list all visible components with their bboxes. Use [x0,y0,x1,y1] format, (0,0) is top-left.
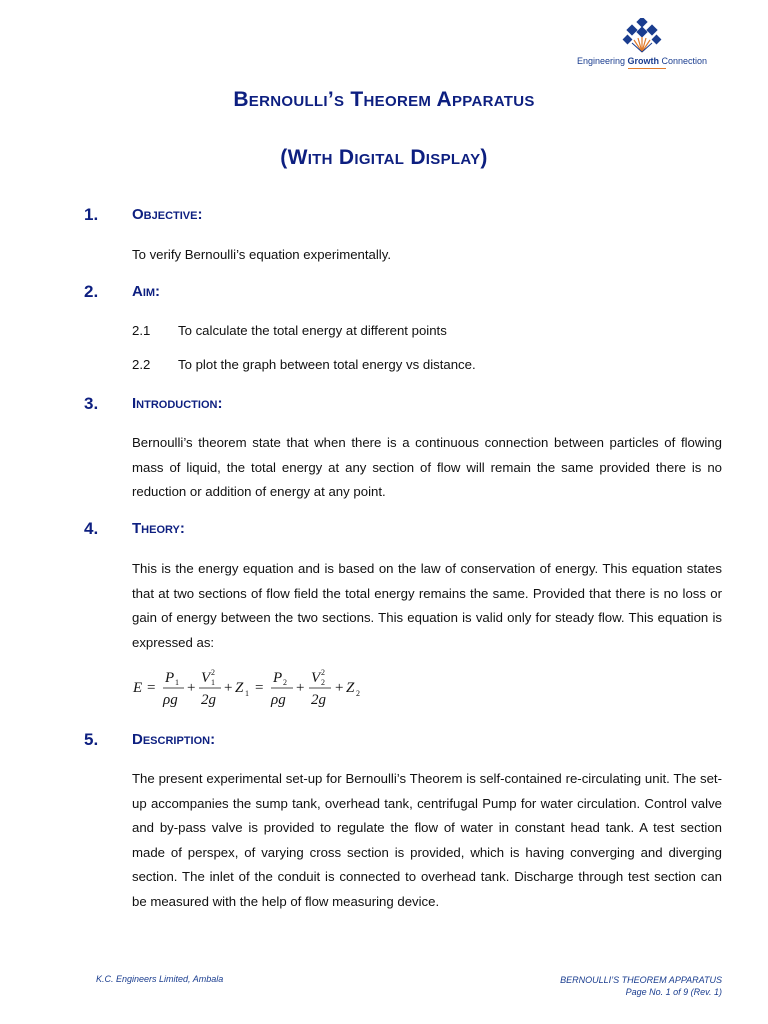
description-text: The present experimental set-up for Bernoulli’s Theorem is self-contained re-circulating unit. The set-up accompanies the sump tank, overhead tank, centrifugal Pump for water circulation. Control valve and by-pass valve is provided to regulate the flow of water in constant head tank. A test section made of perspex, of varying cross section is provided, which is having converging and diverging section. The inlet of the conduit is connected to overhead tank. Discharge through test section can be measured with the help of flow measuring device. [132,771,722,909]
section-number: 2. [84,282,99,301]
footer-company: K.C. Engineers Limited, Ambala [96,974,224,984]
svg-text:Z: Z [235,680,244,696]
aim-item-text: To calculate the total energy at different points [178,323,447,338]
svg-text:ρg: ρg [163,692,178,708]
section-number: 1. [84,205,99,224]
svg-text:2g: 2g [201,692,216,708]
document-title: Bernoulli’s Theorem Apparatus [233,88,535,111]
svg-text:V: V [311,670,321,686]
objective-text: To verify Bernoulli’s equation experimentally. [132,247,391,262]
bernoulli-equation [131,665,381,709]
section-number: 5. [84,730,99,749]
svg-text:P: P [165,670,175,686]
svg-text:+: + [224,680,233,696]
svg-text:+: + [296,680,305,696]
svg-text:2: 2 [321,668,325,677]
section-number: 4. [84,519,99,538]
svg-text:2: 2 [211,668,215,677]
aim-item-number: 2.1 [132,323,151,338]
svg-text:+: + [335,680,344,696]
tagline-underline [628,68,666,69]
section-heading-theory: Theory: [132,520,185,537]
footer-page-number: Page No. 1 of 9 (Rev. 1) [625,987,722,997]
svg-text:E: E [133,680,143,696]
svg-text:2g: 2g [311,692,326,708]
document-subtitle: (With Digital Display) [280,146,488,169]
introduction-text: Bernoulli’s theorem state that when there is a continuous connection between particles of flowing mass of liquid, the total energy at any section of flow will remain the same provided there is no reduction or addition of energy at any point. [132,435,722,499]
footer-doc-title: BERNOULLI’S THEOREM APPARATUS [560,975,722,985]
section-heading-objective: Objective: [132,206,203,223]
svg-text:1: 1 [175,678,179,687]
svg-text:2: 2 [356,689,360,698]
section-heading-description: Description: [132,731,216,748]
logo-mark-icon [622,18,662,54]
svg-text:=: = [255,680,264,696]
svg-text:=: = [147,680,156,696]
svg-text:2: 2 [321,678,325,687]
svg-text:V: V [201,670,211,686]
aim-item-text: To plot the graph between total energy vs distance. [178,357,476,372]
section-heading-introduction: Introduction: [132,395,223,412]
svg-text:P: P [273,670,283,686]
svg-text:ρg: ρg [271,692,286,708]
theory-text: This is the energy equation and is based on the law of conservation of energy. This equation states that at two sections of flow field the total energy remains the same. Provided that there is no loss or gain of energy between the two sections. This equation is valid only for steady flow. This equation is expressed as: [132,561,722,650]
svg-text:Z: Z [346,680,355,696]
svg-text:2: 2 [283,678,287,687]
svg-text:1: 1 [245,689,249,698]
svg-text:+: + [187,680,196,696]
section-heading-aim: Aim: [132,283,161,300]
aim-item [132,357,476,372]
aim-item-number: 2.2 [132,357,151,372]
svg-text:1: 1 [211,678,215,687]
section-number: 3. [84,394,99,413]
company-logo [572,18,712,72]
logo-tagline: Engineering Growth Connection [572,56,712,66]
footer-info [560,974,722,998]
aim-item [132,323,447,338]
